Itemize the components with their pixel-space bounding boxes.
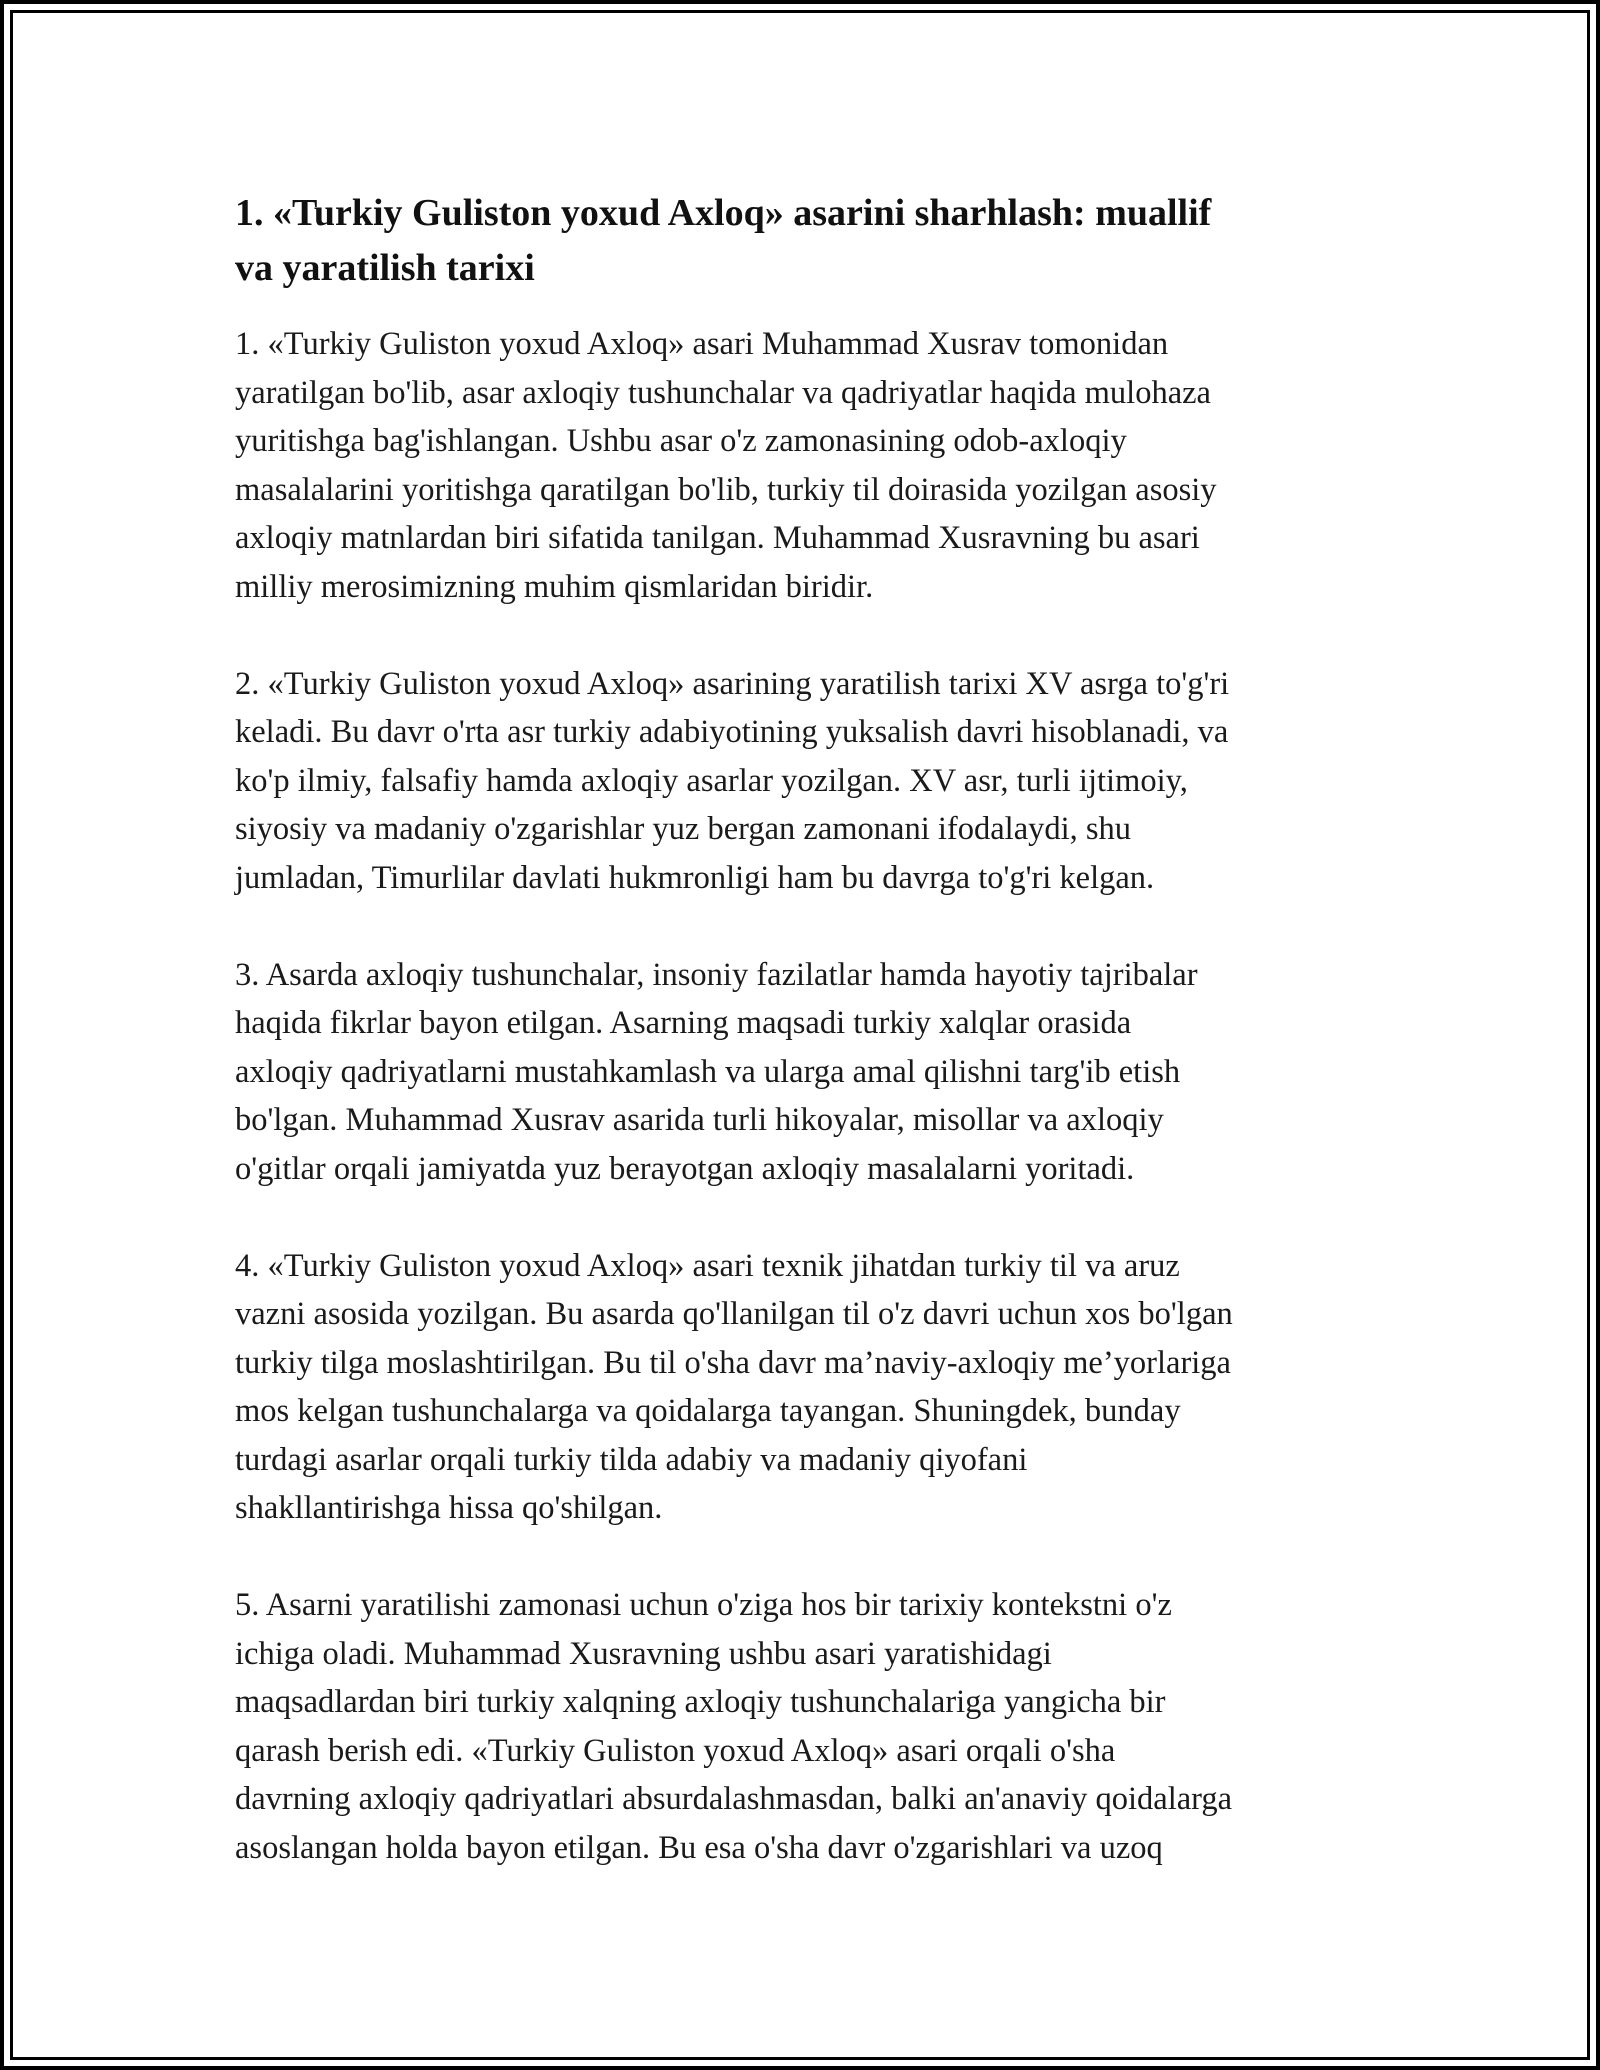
text-line: jumladan, Timurlilar davlati hukmronligi ham bu davrga to'g'ri kelgan. (235, 859, 1155, 896)
text-line: masalalarini yoritishga qaratilgan bo'lib, turkiy til doirasida yozilgan asosiy (235, 471, 1217, 508)
text-line: shakllantirishga hissa qo'shilgan. (235, 1490, 663, 1526)
text-line: 1. «Turkiy Guliston yoxud Axloq» asari Muhammad Xusrav tomonidan (235, 326, 1169, 362)
text-line: milliy merosimizning muhim qismlaridan biridir. (235, 568, 874, 605)
text-line: o'gitlar orqali jamiyatda yuz berayotgan axloqiy masalalarni yoritadi. (235, 1150, 1135, 1187)
text-line: 4. «Turkiy Guliston yoxud Axloq» asari texnik jihatdan turkiy til va aruz (235, 1247, 1180, 1284)
text-line: qarash berish edi. «Turkiy Guliston yoxud Axloq» asari orqali o'sha (235, 1732, 1116, 1769)
paragraph-3 (235, 951, 1375, 1194)
text-line: axloqiy qadriyatlarni mustahkamlash va ularga amal qilishni targ'ib etish (235, 1053, 1181, 1090)
text-line: turdagi asarlar orqali turkiy tilda adabiy va madaniy qiyofani (235, 1441, 1028, 1478)
text-line: axloqiy matnlardan biri sifatida tanilgan. Muhammad Xusravning bu asari (235, 520, 1200, 556)
document-body (235, 186, 1375, 1921)
text-line: bo'lgan. Muhammad Xusrav asarida turli hikoyalar, misollar va axloqiy (235, 1102, 1164, 1138)
text-line: keladi. Bu davr o'rta asr turkiy adabiyotining yuksalish davri hisoblanadi, va (235, 714, 1229, 750)
text-line: maqsadlardan biri turkiy xalqning axloqiy tushunchalariga yangicha bir (235, 1684, 1166, 1720)
text-line: yaratilgan bo'lib, asar axloqiy tushunchalar va qadriyatlar haqida mulohaza (235, 374, 1211, 411)
paragraph-1 (235, 320, 1375, 611)
text-line: vazni asosida yozilgan. Bu asarda qo'llanilgan til o'z davri uchun xos bo'lgan (235, 1296, 1233, 1332)
text-line: asoslangan holda bayon etilgan. Bu esa o'sha davr o'zgarishlari va uzoq (235, 1829, 1163, 1866)
title-line: va yaratilish tarixi (235, 247, 535, 289)
document-title (235, 186, 1375, 296)
text-line: yuritishga bag'ishlangan. Ushbu asar o'z zamonasining odob-axloqiy (235, 423, 1127, 459)
text-line: turkiy tilga moslashtirilgan. Bu til o'sha davr ma’naviy-axloqiy me’yorlariga (235, 1344, 1231, 1381)
text-line: davrning axloqiy qadriyatlari absurdalashmasdan, balki an'anaviy qoidalarga (235, 1781, 1233, 1817)
text-line: 2. «Turkiy Guliston yoxud Axloq» asarining yaratilish tarixi XV asrga to'g'ri (235, 665, 1230, 702)
text-line: siyosiy va madaniy o'zgarishlar yuz bergan zamonani ifodalaydi, shu (235, 811, 1132, 847)
text-line: ko'p ilmiy, falsafiy hamda axloqiy asarlar yozilgan. XV asr, turli ijtimoiy, (235, 762, 1188, 799)
title-line: 1. «Turkiy Guliston yoxud Axloq» asarini sharhlash: muallif (235, 192, 1212, 234)
text-line: mos kelgan tushunchalarga va qoidalarga tayangan. Shuningdek, bunday (235, 1393, 1181, 1429)
paragraph-4 (235, 1242, 1375, 1533)
text-line: haqida fikrlar bayon etilgan. Asarning maqsadi turkiy xalqlar orasida (235, 1005, 1132, 1041)
text-line: ichiga oladi. Muhammad Xusravning ushbu asari yaratishidagi (235, 1635, 1052, 1672)
text-line: 3. Asarda axloqiy tushunchalar, insoniy fazilatlar hamda hayotiy tajribalar (235, 956, 1198, 993)
paragraph-5 (235, 1581, 1375, 1872)
paragraph-2 (235, 660, 1375, 903)
text-line: 5. Asarni yaratilishi zamonasi uchun o'ziga hos bir tarixiy kontekstni o'z (235, 1587, 1172, 1623)
